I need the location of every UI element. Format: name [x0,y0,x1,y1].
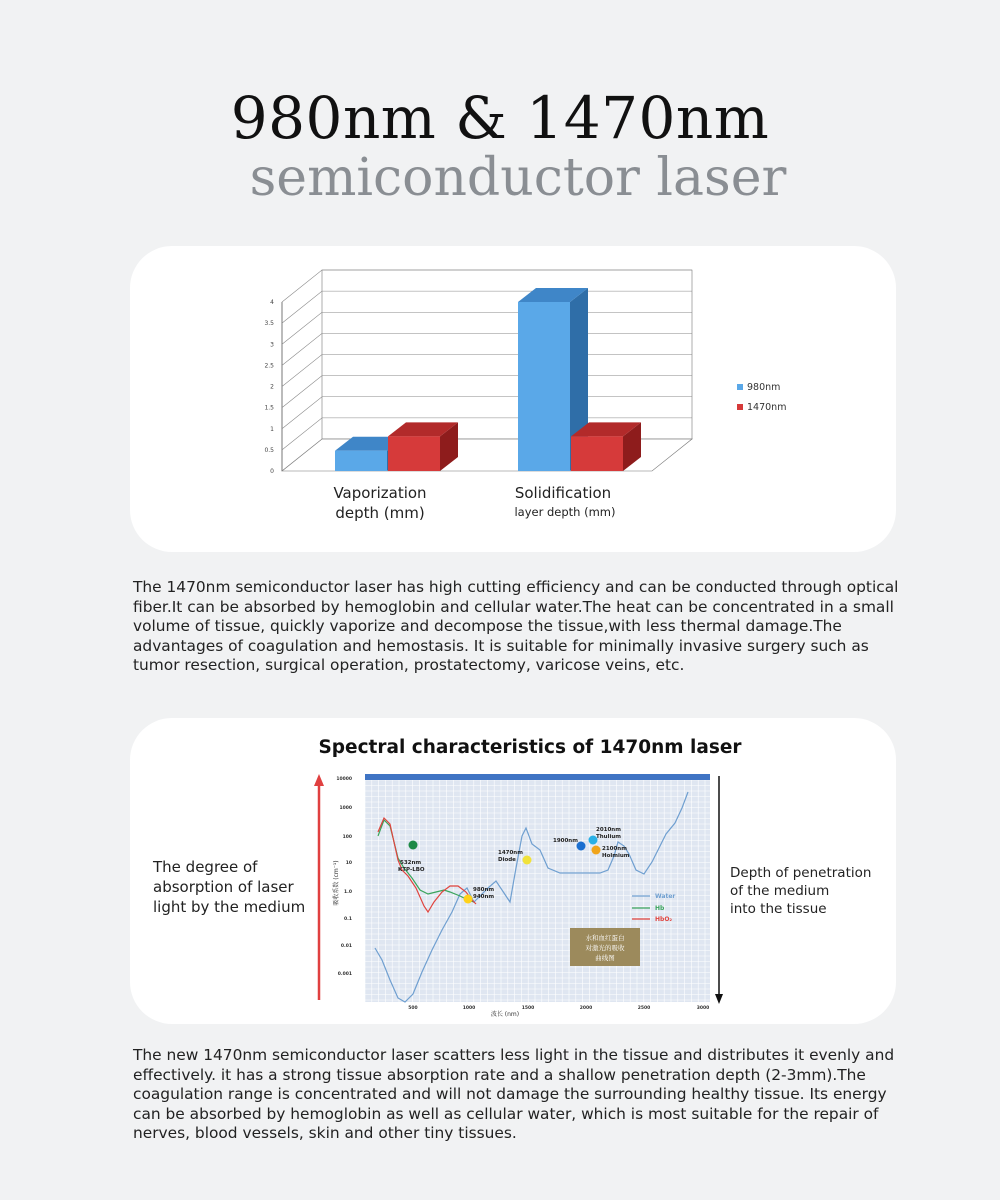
y-tick-label: 0.5 [264,446,274,454]
plot-x-tick-label: 3000 [696,1006,710,1011]
legend-swatch-980nm [737,384,743,390]
legend-label-980nm: 980nm [747,382,781,393]
left-label-line3: light by the medium [153,898,306,916]
plot-x-tick-label: 2500 [637,1006,651,1011]
plot-x-tick-label: 1500 [521,1006,535,1011]
legend-swatch-1470nm [737,404,743,410]
y-tick-label: 3.5 [264,320,274,328]
plot-inset-caption [570,928,640,966]
bar-chart [130,246,896,552]
plot-y-tick-label: 10 [345,861,352,866]
right-label-line2: of the medium [730,883,830,899]
plot-y-tick-label: 0.001 [337,972,352,977]
y-tick-label: 2 [270,383,274,391]
marker-2100nm [592,846,601,855]
marker-980nm [464,895,473,904]
category-label-solidification-line2: layer depth (mm) [514,505,616,519]
y-tick-label: 3 [270,341,274,349]
y-tick-label: 1.5 [264,404,274,412]
y-tick-label: 2.5 [264,362,274,370]
annotation-2100nm: 2100nm [602,846,627,852]
legend-label-1470nm: 1470nm [747,402,787,413]
plot-y-axis-title: 吸收系数 (cm⁻¹) [333,860,340,906]
annotation-2010nm: 2010nm [596,827,621,833]
plot-x-axis [408,1005,709,1011]
description-paragraph-2: The new 1470nm semiconductor laser scatters less light in the tissue and distributes it evenly and effectively. it has a strong tissue absorption rate and a shallow penetration depth (2-3mm).The coagulation range is concentrated and will not damage the surrounding healthy tissue. Its energy can be absorbed by hemoglobin as well as cellular water, which is most suitable for the repair of nerves, blood vessels, skin and other tiny tissues. [133,1046,895,1143]
category-label-vaporization-line2: depth (mm) [335,504,425,522]
spectral-chart [130,718,896,1024]
right-label-line1: Depth of penetration [730,865,872,881]
plot-legend-water: Water [655,893,676,900]
annotation-532nm: 532nm [400,860,422,866]
y-tick-label: 1 [270,425,274,433]
category-label-solidification-line1: Solidification [514,484,612,502]
bar-1470nm-vaporization [388,422,458,471]
right-side-label [730,865,871,917]
annotation-thulium: Thulium [596,834,621,840]
annotation-1900nm: 1900nm [553,838,578,844]
plot-y-tick-label: 100 [342,835,352,840]
penetration-arrow [715,776,723,1004]
bar-chart-y-axis [264,299,274,475]
spectral-plot [332,774,710,1018]
annotation-980nm: 980nm [473,887,495,893]
y-tick-label: 0 [270,468,274,475]
spectral-chart-card [130,718,896,1024]
page-subtitle: semiconductor laser [249,148,787,208]
plot-legend-hb: Hb [655,905,665,912]
inset-caption-line2: 对激光的吸收 [585,944,625,952]
marker-532nm [409,841,418,850]
plot-top-band [365,774,710,780]
annotation-holmium: Holmium [602,853,630,859]
annotation-1470nm: 1470nm [498,850,523,856]
plot-x-tick-label: 1000 [462,1006,476,1011]
left-side-label [152,858,305,916]
plot-y-tick-label: 1.0 [344,890,352,895]
annotation-ktp-lbo: KTP-LBO [398,867,425,873]
left-label-line1: The degree of [153,858,258,876]
spectral-chart-title: Spectral characteristics of 1470nm laser [318,737,742,758]
plot-y-tick-label: 1000 [339,806,352,811]
description-paragraph-1: The 1470nm semiconductor laser has high cutting efficiency and can be conducted through optical fiber.It can be absorbed by hemoglobin and cellular water.The heat can be concentrated in a small volume of tissue, quickly vaporize and decompose the tissue,with less thermal damage.The advantages of coagulation and hemostasis. It is suitable for minimally invasive surgery such as tumor resection, surgical operation, prostatectomy, varicose veins, etc. [133,578,899,675]
bar-1470nm-solidification [571,422,641,471]
y-tick-label: 4 [270,299,274,306]
inset-caption-line3: 曲线图 [595,954,615,962]
bar-chart-card [130,246,896,552]
plot-y-tick-label: 10000 [336,777,352,782]
plot-y-tick-label: 0.01 [340,944,352,949]
left-label-line2: absorption of laser [153,878,294,896]
plot-x-tick-label: 2000 [579,1006,593,1011]
plot-legend-hbo2: HbO₂ [655,916,673,923]
page-title: 980nm & 1470nm [230,84,770,152]
right-label-line3: into the tissue [730,901,827,917]
marker-1470nm [523,856,532,865]
bar-chart-legend [737,382,786,413]
inset-caption-line1: 水和血红蛋白 [585,934,625,942]
annotation-diode: Diode [498,857,516,863]
plot-x-axis-title: 波长 (nm) [490,1011,520,1018]
plot-x-tick-label: 500 [408,1006,418,1011]
plot-y-tick-label: 0.1 [344,917,352,922]
annotation-940nm: 940nm [473,894,495,900]
category-label-vaporization-line1: Vaporization [333,484,427,502]
bar-chart-category-labels [333,484,615,522]
absorption-arrow [314,774,324,1000]
